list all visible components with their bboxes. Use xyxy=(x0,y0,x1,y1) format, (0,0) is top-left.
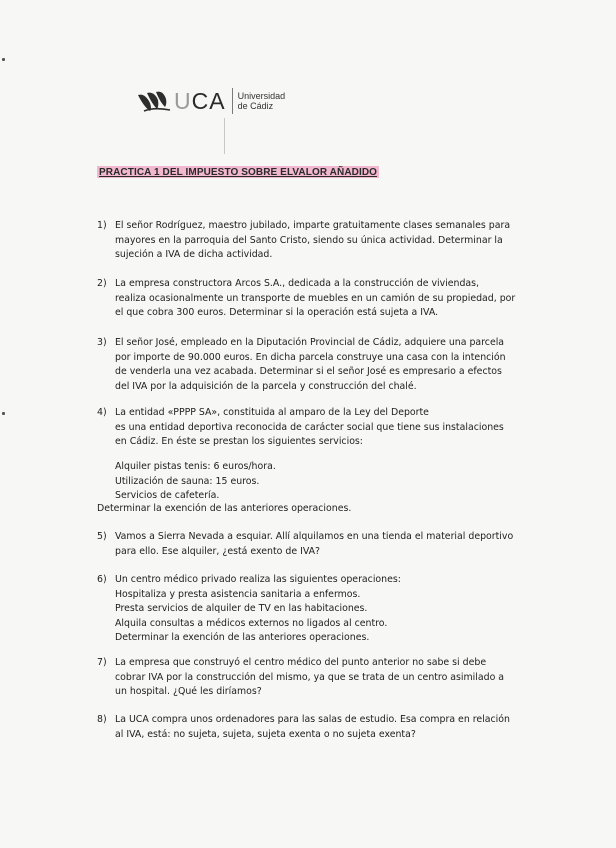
services-list xyxy=(115,460,276,504)
question-number: 6) xyxy=(97,574,107,585)
question-6 xyxy=(97,573,512,646)
logo-university-line2: de Cádiz xyxy=(237,101,274,111)
question-number: 3) xyxy=(97,337,107,348)
logo-university-line1: Universidad xyxy=(237,91,286,101)
scan-mark xyxy=(2,58,5,61)
question-line: La empresa que construyó el centro médico del punto anterior no sabe si debe xyxy=(115,657,487,668)
question-line: realiza ocasionalmente un transporte de muebles en un camión de su propiedad, por xyxy=(115,292,516,304)
question-line: La entidad «PPPP SA», constituida al amparo de la Ley del Deporte xyxy=(115,407,429,418)
services-instruction: Determinar la exención de las anteriores operaciones. xyxy=(97,503,352,514)
question-line: en Cádiz. En éste se prestan los siguientes servicios: xyxy=(115,436,363,447)
question-2 xyxy=(97,277,516,321)
question-number: 5) xyxy=(97,531,107,542)
page-title: PRACTICA 1 DEL IMPUESTO SOBRE ELVALOR AÑADIDO xyxy=(99,167,378,178)
question-line: Un centro médico privado realiza las siguientes operaciones: xyxy=(115,574,401,585)
uca-leaf-icon xyxy=(136,89,172,113)
question-1 xyxy=(97,219,512,263)
question-line: El señor Rodríguez, maestro jubilado, imparte gratuitamente clases semanales para xyxy=(115,220,511,231)
question-number: 7) xyxy=(97,657,107,668)
question-line: cobrar IVA por la construcción del mismo, ya que se trata de un centro asimilado a xyxy=(115,671,505,683)
question-line: el que cobra 300 euros. Determinar si la operación está sujeta a IVA. xyxy=(115,307,439,318)
logo-letter-u: U xyxy=(174,88,192,114)
logo-divider xyxy=(232,88,233,114)
logo-wordmark xyxy=(174,89,226,113)
question-5 xyxy=(97,530,512,559)
service-item: Utilización de sauna: 15 euros. xyxy=(115,475,260,487)
question-4 xyxy=(97,406,512,450)
service-item: Alquiler pistas tenis: 6 euros/hora. xyxy=(115,461,276,472)
question-line: Vamos a Sierra Nevada a esquiar. Allí alquilamos en una tienda el material deportivo xyxy=(115,531,514,542)
question-number: 1) xyxy=(97,220,107,231)
question-line: La UCA compra unos ordenadores para las salas de estudio. Esa compra en relación xyxy=(115,714,510,725)
question-number: 2) xyxy=(97,278,107,289)
question-line: para ello. Ese alquiler, ¿está exento de IVA? xyxy=(115,545,321,557)
question-line: El señor José, empleado en la Diputación Provincial de Cádiz, adquiere una parcela xyxy=(115,337,505,348)
question-line: Presta servicios de alquiler de TV en las habitaciones. xyxy=(115,603,368,614)
question-line: sujeción a IVA de dicha actividad. xyxy=(115,249,273,260)
question-line: Determinar la exención de las anteriores operaciones. xyxy=(115,632,370,643)
question-number: 4) xyxy=(97,407,107,418)
question-line: es una entidad deportiva reconocida de carácter social que tiene sus instalaciones xyxy=(115,421,504,433)
scan-mark xyxy=(2,412,5,415)
question-3 xyxy=(97,336,512,394)
logo-letters-ca: CA xyxy=(191,88,226,114)
question-line: al IVA, está: no sujeta, sujeta, sujeta exenta o no sujeta exenta? xyxy=(115,728,416,740)
question-line: de venderla una vez acabada. Determinar si el señor José es empresario a efectos xyxy=(115,366,502,377)
question-line: por importe de 90.000 euros. En dicha parcela construye una casa con la intención xyxy=(115,351,506,363)
question-line: Alquila consultas a médicos externos no ligados al centro. xyxy=(115,617,388,629)
question-number: 8) xyxy=(97,714,107,725)
question-line: Hospitaliza y presta asistencia sanitaria a enfermos. xyxy=(115,588,361,600)
question-line: mayores en la parroquia del Santo Cristo, siendo su única actividad. Determinar la xyxy=(115,234,503,246)
question-7 xyxy=(97,656,512,700)
question-line: un hospital. ¿Qué les diríamos? xyxy=(115,686,262,697)
logo-university-name xyxy=(238,91,286,111)
question-line: La empresa constructora Arcos S.A., dedicada a la construcción de viviendas, xyxy=(115,278,480,289)
university-logo xyxy=(136,84,285,118)
question-8 xyxy=(97,713,512,742)
question-line: del IVA por la adquisición de la parcela y construcción del chalé. xyxy=(115,380,417,392)
service-item: Servicios de cafetería. xyxy=(115,490,220,501)
header-rule xyxy=(224,118,225,154)
